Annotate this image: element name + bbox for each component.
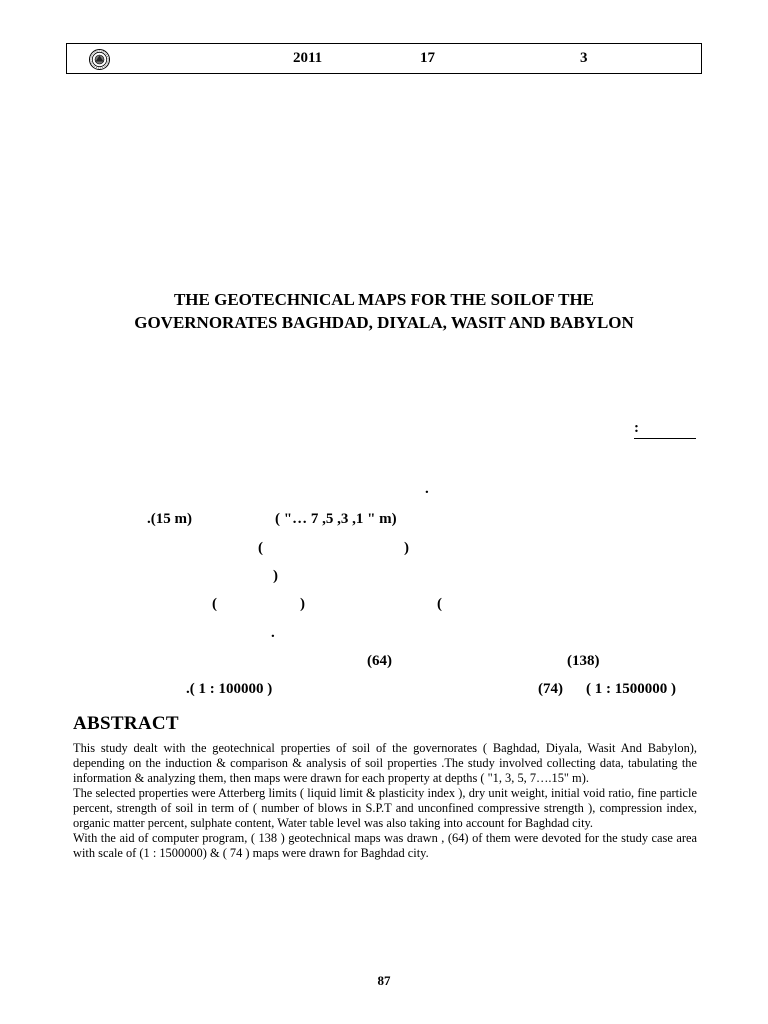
arabic-heading-underline <box>634 421 696 439</box>
arabic-depths-list: ( "… 7 ,5 ,3 ,1 " m) <box>275 511 397 527</box>
arabic-line-dot: . <box>271 625 275 641</box>
university-seal-icon <box>89 49 110 70</box>
arabic-depth-limit: .(15 m) <box>147 511 192 527</box>
abstract-body <box>73 741 697 861</box>
paper-title <box>60 288 708 334</box>
abstract-paragraph: This study dealt with the geotechnical properties of soil of the governorates ( Baghdad, Diyala, Wasit And Babylon), depending on the induction & comparison & analysis of soil properties .The study involved collecting data, tabulating the information & analyzing them, then maps were drawn for each property at depths ( "1, 3, 5, 7….15" m). <box>73 741 697 785</box>
abstract-paragraph: With the aid of computer program, ( 138 ) geotechnical maps was drawn , (64) of them were devoted for the study case area with scale of (1 : 1500000) & ( 74 ) maps were drawn for Baghdad city. <box>73 831 697 860</box>
arabic-map-count: (64) <box>367 653 392 669</box>
arabic-heading-colon: : <box>634 420 639 436</box>
arabic-paren-open: ( <box>437 596 442 612</box>
title-line: THE GEOTECHNICAL MAPS FOR THE SOILOF THE <box>173 290 595 309</box>
journal-header <box>66 43 702 74</box>
abstract-heading: ABSTRACT <box>73 713 179 734</box>
arabic-map-total: (138) <box>567 653 600 669</box>
arabic-paren-close: ) <box>273 568 278 584</box>
page-number: 87 <box>377 973 391 988</box>
abstract-paragraph: The selected properties were Atterberg limits ( liquid limit & plasticity index ), dry unit weight, initial void ratio, fine particle percent, strength of soil in term of ( number of blows in S.P.T and unconfined compressive strength ), compression index, organic matter percent, sulphate content, Water table level was also taking into account for Baghdad city. <box>73 786 697 830</box>
arabic-map-count-baghdad: (74) <box>538 681 563 697</box>
arabic-paren-open: ( <box>258 540 263 556</box>
arabic-line-dot: . <box>425 481 429 497</box>
arabic-paren-open: ( <box>212 596 217 612</box>
header-volume: 17 <box>420 50 435 66</box>
arabic-paren-close: ) <box>300 596 305 612</box>
arabic-scale-study-area: ( 1 : 1500000 ) <box>586 681 676 697</box>
arabic-paren-close: ) <box>404 540 409 556</box>
arabic-scale-baghdad: .( 1 : 100000 ) <box>186 681 273 697</box>
title-line: GOVERNORATES BAGHDAD, DIYALA, WASIT AND BABYLON <box>134 313 634 332</box>
header-issue: 3 <box>580 50 588 66</box>
header-year: 2011 <box>293 50 323 66</box>
